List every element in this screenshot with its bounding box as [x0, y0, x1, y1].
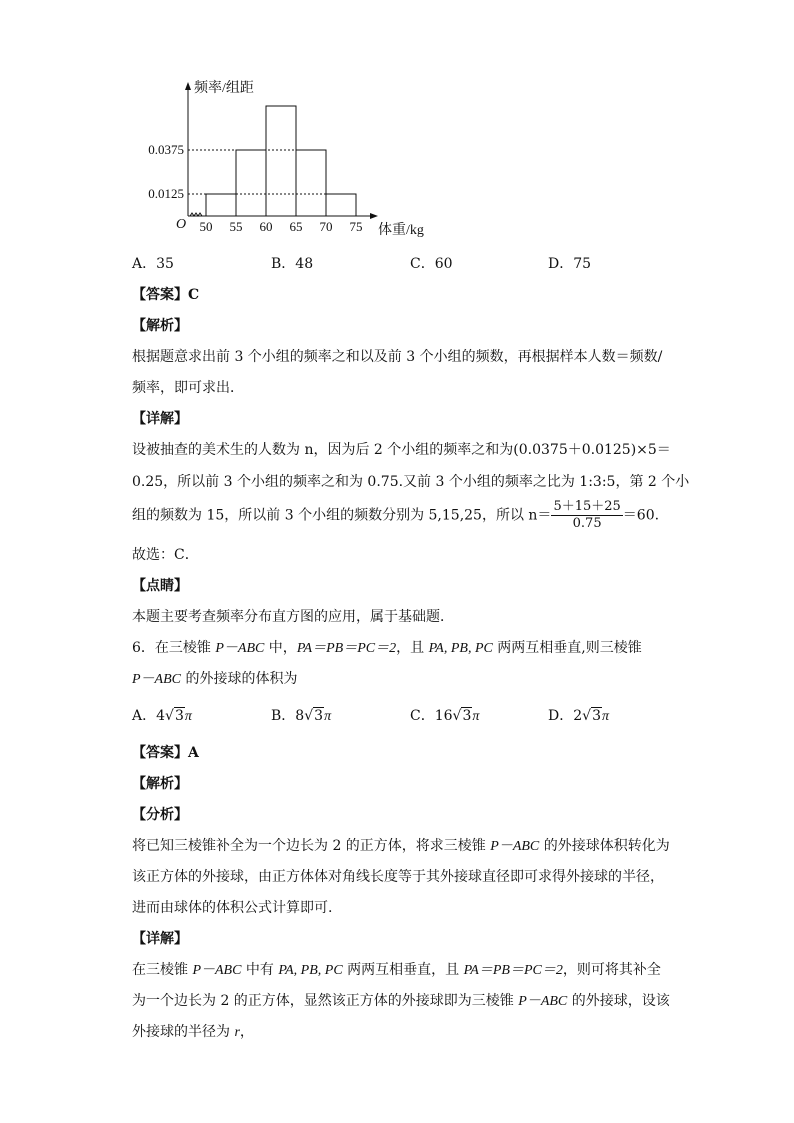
histogram-bar — [296, 150, 326, 216]
q5-detail-line: 0.25，所以前 3 个小组的频率之和为 0.75.又前 3 个小组的频率之比为 1:3:5，第 2 个小 — [132, 474, 690, 490]
q6-text: 将已知三棱锥补全为一个边长为 2 的正方体，将求三棱锥 — [132, 838, 491, 854]
option-b: B．48 — [271, 256, 314, 272]
option-d: D．75 — [548, 256, 592, 272]
q6-analysis-heading: 【解析】 — [132, 776, 188, 792]
q6-detail-line — [132, 961, 661, 980]
q6-text: ， — [239, 1024, 254, 1040]
y-axis-arrow — [185, 82, 191, 90]
q6-fenxi-line: 该正方体的外接球，由正方体体对角线长度等于其外接球直径即可求得外接球的半径， — [132, 869, 664, 885]
q6-text: 6．在三棱锥 — [132, 640, 216, 656]
q6-detail-line — [132, 1023, 254, 1042]
q6-answer: 【答案】A — [132, 745, 199, 761]
q5-detail-heading: 【详解】 — [132, 411, 188, 427]
q6-text: 在三棱锥 — [132, 962, 193, 978]
origin-label: O — [176, 217, 187, 232]
q6-math: P－ABC — [518, 994, 568, 1009]
fraction-denominator: 0.75 — [572, 516, 602, 531]
q6-option-b: B．8√3π — [271, 708, 332, 724]
q6-math: PA, PB, PC — [428, 641, 493, 656]
option-c: C．60 — [410, 256, 453, 272]
x-tick-label: 55 — [229, 219, 243, 234]
q5-comment-heading: 【点睛】 — [132, 578, 188, 594]
q6-stem-line — [132, 639, 642, 658]
q6-option-a: A．4√3π — [132, 708, 192, 724]
radicand: 3 — [592, 708, 601, 724]
y-tick-label: 0.0375 — [148, 142, 184, 157]
y-tick-label: 0.0125 — [148, 186, 184, 201]
histogram-bar — [236, 150, 266, 216]
option-label: A． — [132, 708, 157, 724]
q6-math: r — [234, 1025, 240, 1040]
q5-choose: 故选：C． — [132, 547, 199, 563]
pi: π — [184, 709, 192, 724]
q5-analysis-line: 频率，即可求出． — [132, 380, 244, 396]
q6-math: PA＝PB＝PC＝2 — [463, 963, 563, 978]
q5-detail-text: ＝60. — [622, 507, 660, 524]
histogram-bar — [206, 194, 236, 216]
q5-analysis-heading: 【解析】 — [132, 318, 188, 334]
q6-text: ，则可将其补全 — [562, 962, 661, 978]
q6-text: 的外接球体积转化为 — [539, 838, 670, 854]
y-axis-label: 频率/组距 — [194, 81, 254, 96]
x-tick-label: 65 — [289, 219, 303, 234]
q6-math: P－ABC — [215, 641, 265, 656]
radicand: 3 — [174, 708, 184, 724]
x-tick-label: 75 — [349, 219, 363, 234]
q6-math: P－ABC — [192, 963, 242, 978]
pi: π — [472, 709, 480, 724]
q6-detail-heading: 【详解】 — [132, 931, 188, 947]
q6-fenxi-line — [132, 837, 670, 856]
q6-text: 中有 — [241, 962, 279, 978]
option-label: C． — [410, 708, 435, 724]
option-label: D． — [548, 708, 574, 724]
histogram-chart — [130, 78, 430, 238]
q6-fenxi-heading: 【分析】 — [132, 807, 188, 823]
fraction-numerator: 5＋15＋25 — [553, 499, 621, 514]
q5-detail-line — [132, 499, 659, 532]
q6-text: 中， — [264, 640, 297, 656]
x-tick-label: 50 — [199, 219, 213, 234]
x-axis-arrow — [370, 213, 378, 219]
q6-text: 的外接球的体积为 — [181, 671, 298, 687]
q6-text: 为一个边长为 2 的正方体，显然该正方体的外接球即为三棱锥 — [132, 993, 519, 1009]
q6-text: 两两互相垂直，且 — [342, 962, 464, 978]
option-a: A．35 — [132, 256, 174, 272]
q6-math: P－ABC — [490, 839, 540, 854]
q5-answer: 【答案】C — [132, 287, 200, 303]
q6-text: ，且 — [396, 640, 429, 656]
q6-math: PA, PB, PC — [278, 963, 343, 978]
q6-stem-line — [132, 670, 297, 689]
option-coef: 16 — [434, 708, 453, 724]
option-coef: 8 — [295, 708, 305, 724]
q6-text: 外接球的半径为 — [132, 1024, 235, 1040]
histogram-bar — [266, 106, 296, 216]
x-tick-label: 60 — [259, 219, 273, 234]
q6-text: 两两互相垂直,则三棱锥 — [492, 640, 642, 656]
pi: π — [324, 709, 332, 724]
x-axis-label: 体重/kg — [378, 223, 424, 238]
q6-math: P－ABC — [132, 672, 181, 687]
q6-text: 的外接球，设该 — [567, 993, 670, 1009]
q6-fenxi-line: 进而由球体的体积公式计算即可. — [132, 900, 333, 916]
q5-comment: 本题主要考查频率分布直方图的应用，属于基础题． — [132, 609, 454, 625]
radicand: 3 — [314, 708, 324, 724]
q6-option-c: C．16√3π — [410, 708, 480, 724]
q6-option-d: D．2√3π — [548, 708, 610, 724]
q5-detail-text: 组的频数为 15，所以前 3 个小组的频数分别为 5,15,25，所以 n＝ — [132, 507, 552, 524]
radicand: 3 — [462, 708, 472, 724]
pi: π — [602, 709, 610, 724]
option-coef: 4 — [156, 708, 166, 724]
option-coef: 2 — [573, 708, 583, 724]
q6-math: PA＝PB＝PC＝2 — [296, 641, 397, 656]
histogram-bar — [326, 194, 356, 216]
option-label: B． — [271, 708, 296, 724]
q6-detail-line — [132, 992, 670, 1011]
q5-analysis-line: 根据题意求出前 3 个小组的频率之和以及前 3 个小组的频数，再根据样本人数＝频数/ — [132, 349, 663, 365]
fraction — [551, 499, 622, 532]
x-tick-label: 70 — [319, 219, 333, 234]
q5-detail-line: 设被抽查的美术生的人数为 n，因为后 2 个小组的频率之和为(0.0375＋0.0125)×5＝ — [132, 442, 671, 458]
